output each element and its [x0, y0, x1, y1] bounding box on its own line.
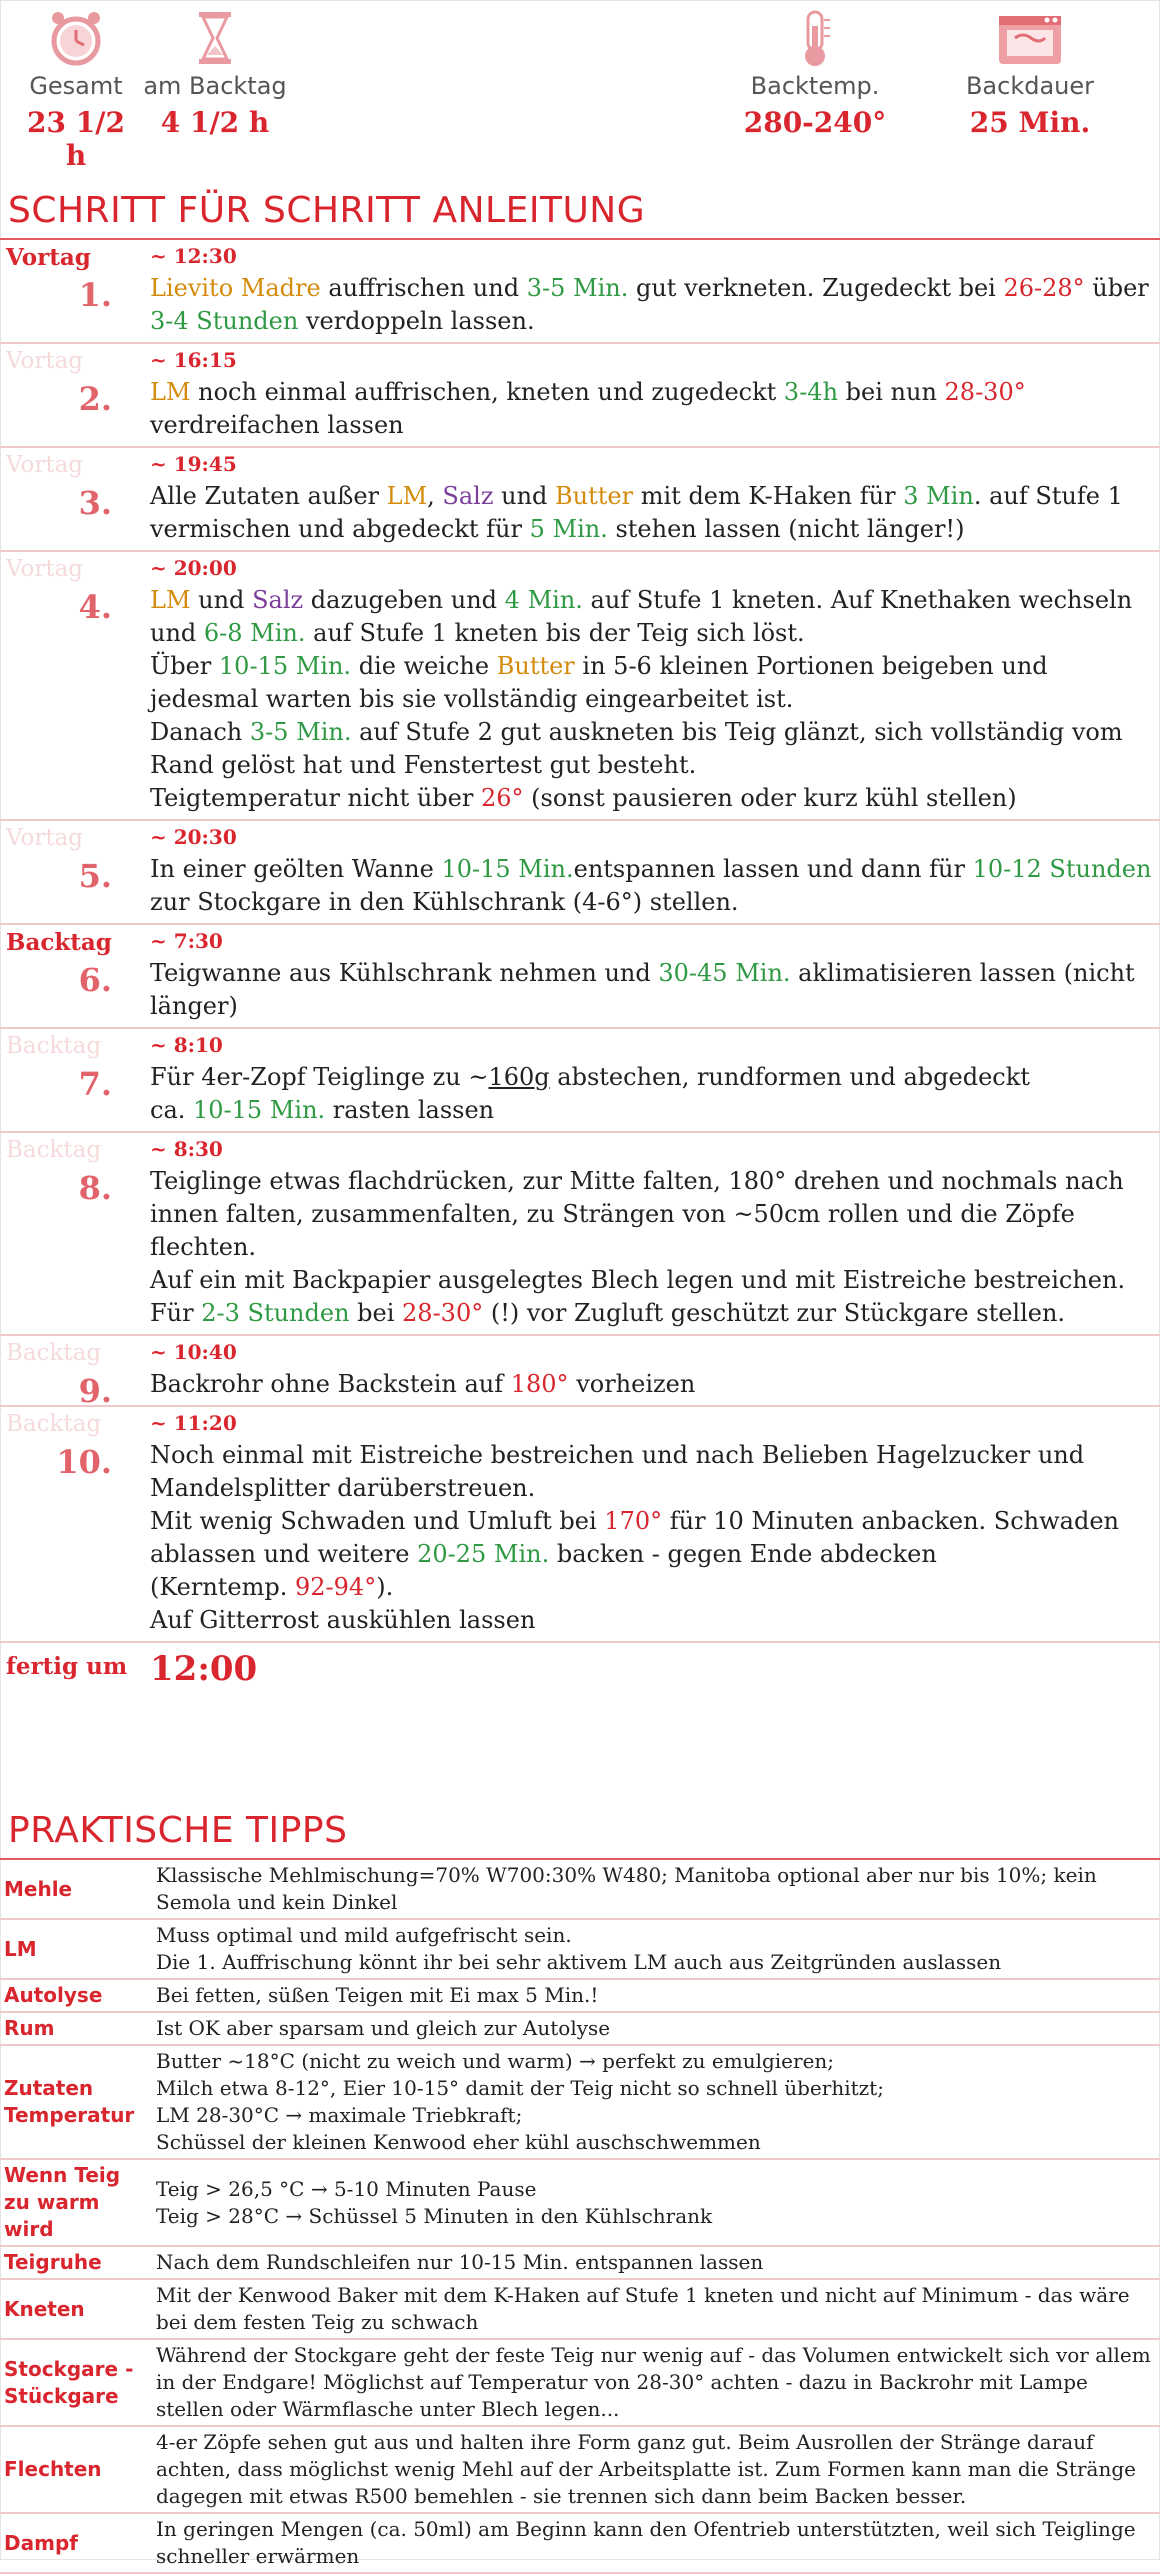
tip-line: Milch etwa 8-12°, Eier 10-15° damit der Teig nicht so schnell überhitzt; [156, 2076, 884, 2100]
temperature: 26-28° [1003, 274, 1085, 302]
text: vorheizen [568, 1370, 696, 1398]
step-text [150, 821, 1160, 923]
tip-row [0, 2279, 1160, 2339]
stat-bake-duration-value: 25 Min. [969, 106, 1091, 139]
temperature: 28-30° [944, 378, 1026, 406]
ingredient: Butter [555, 482, 634, 510]
steps-title: SCHRITT FÜR SCHRITT ANLEITUNG [8, 190, 646, 231]
paragraph [150, 1505, 1154, 1571]
step-number: 3. [78, 484, 112, 522]
step-3 [0, 448, 1160, 552]
step-day: Vortag [6, 825, 84, 851]
step-text [150, 925, 1160, 1027]
temperature: 170° [604, 1507, 663, 1535]
text: abstechen, rundformen und abgedeckt [549, 1063, 1030, 1091]
text: . auf Stufe 1 vermischen und abgedeckt für [150, 482, 1123, 543]
text: Teigtemperatur nicht über [150, 784, 481, 812]
text: entspannen lassen und dann für [573, 855, 973, 883]
step-2 [0, 344, 1160, 448]
step-7 [0, 1029, 1160, 1133]
temperature: 92-94° [295, 1573, 377, 1601]
step-day: Vortag [6, 244, 91, 271]
ingredient: LM [386, 482, 428, 510]
weight: 160g [488, 1063, 550, 1091]
tip-line: Schüssel der kleinen Kenwood eher kühl auschschwemmen [156, 2130, 761, 2154]
paragraph: Teiglinge etwas flachdrücken, zur Mitte falten, 180° drehen und nochmals nach innen falten, zusammenfalten, zu Strängen von ~50cm rollen und die Zöpfe flechten. [150, 1167, 1124, 1261]
finish-time: 12:00 [150, 1649, 258, 1689]
oven-icon [995, 8, 1065, 68]
step-number: 9. [78, 1372, 112, 1410]
step-time: ~ 20:30 [150, 825, 237, 849]
step-number: 8. [78, 1169, 112, 1207]
tip-line: Die 1. Auffrischung könnt ihr bei sehr aktivem LM auch aus Zeitgründen auslassen [156, 1950, 1002, 1974]
paragraph [150, 716, 1154, 782]
duration: 3-5 Min. [249, 718, 352, 746]
step-text [150, 1133, 1160, 1334]
tip-line: Muss optimal und mild aufgefrischt sein. [156, 1923, 572, 1947]
tip-line: Butter ~18°C (nicht zu weich und warm) → perfekt zu emulgieren; [156, 2049, 835, 2073]
finish-label: fertig um [6, 1653, 128, 1680]
step-time: ~ 20:00 [150, 556, 237, 580]
text: ). [376, 1573, 394, 1601]
text: verdoppeln lassen. [298, 307, 535, 335]
step-number: 6. [78, 961, 112, 999]
paragraph [150, 1297, 1154, 1330]
tip-key: Dampf [0, 2513, 146, 2573]
step-8 [0, 1133, 1160, 1336]
step-9 [0, 1336, 1160, 1410]
temperature: 28-30° [402, 1299, 484, 1327]
step-1 [0, 240, 1160, 344]
tip-value [146, 1979, 1160, 2012]
tip-value [146, 2513, 1160, 2573]
tip-row [0, 1919, 1160, 1979]
step-text [150, 1407, 1160, 1641]
tip-line: Bei fetten, süßen Teigen mit Ei max 5 Min.! [156, 1983, 599, 2007]
text: Backrohr ohne Backstein auf [150, 1370, 511, 1398]
tip-value [146, 2426, 1160, 2513]
tip-value [146, 1860, 1160, 1919]
step-number: 2. [78, 380, 112, 418]
paragraph [150, 650, 1154, 716]
text: rasten lassen [325, 1096, 495, 1124]
ingredient: Lievito Madre [150, 274, 321, 302]
text: Danach [150, 718, 250, 746]
tip-key: Flechten [0, 2426, 146, 2513]
stat-total-label: Gesamt [29, 72, 123, 100]
tip-line: Klassische Mehlmischung=70% W700:30% W480; Manitoba optional aber nur bis 10%; kein Semola und kein Dinkel [156, 1863, 1097, 1914]
finish-row [0, 1643, 1160, 1699]
stat-bake-day-value: 4 1/2 h [160, 106, 270, 139]
hourglass-icon [193, 8, 237, 68]
tip-row [0, 2159, 1160, 2246]
text: bei [349, 1299, 403, 1327]
stat-bake-duration [950, 8, 1110, 139]
text: Teigwanne aus Kühlschrank nehmen und [150, 959, 659, 987]
tip-row [0, 1979, 1160, 2012]
step-number: 1. [78, 276, 112, 314]
step-text [150, 1336, 1160, 1405]
step-time: ~ 19:45 [150, 452, 237, 476]
step-day: Vortag [6, 556, 84, 582]
tip-line: In geringen Mengen (ca. 50ml) am Beginn kann den Ofentrieb unterstützten, weil sich Teiglinge schneller erwärmen [156, 2517, 1136, 2568]
paragraph [150, 782, 1154, 815]
tip-line: Teig > 28°C → Schüssel 5 Minuten in den Kühlschrank [156, 2203, 713, 2228]
stat-bake-day-label: am Backtag [143, 72, 287, 100]
tip-value [146, 2159, 1160, 2246]
text: in 5-6 kleinen Portionen beigeben und jedesmal warten bis sie vollständig eingearbeitet ist. [150, 652, 1048, 713]
stat-bake-temp-label: Backtemp. [750, 72, 880, 100]
text: Für 4er-Zopf Teiglinge zu ~ [150, 1063, 489, 1091]
tip-key: Zutaten Temperatur [0, 2045, 146, 2159]
duration: 2-3 Stunden [201, 1299, 350, 1327]
duration: 5 Min. [529, 515, 608, 543]
text: (Kerntemp. [150, 1573, 296, 1601]
text: stehen lassen (nicht länger!) [607, 515, 965, 543]
step-time: ~ 12:30 [150, 244, 237, 268]
paragraph: Noch einmal mit Eistreiche bestreichen und nach Belieben Hagelzucker und Mandelsplitter darüberstreuen. [150, 1441, 1085, 1502]
temperature: 180° [510, 1370, 569, 1398]
step-time: ~ 7:30 [150, 929, 223, 953]
text: , [427, 482, 443, 510]
tip-line: Ist OK aber sparsam und gleich zur Autolyse [156, 2016, 611, 2040]
text: ca. [150, 1096, 194, 1124]
tip-value [146, 2045, 1160, 2159]
step-4 [0, 552, 1160, 821]
stat-total-value: 23 1/2 h [27, 106, 125, 172]
step-day: Backtag [6, 1411, 102, 1437]
step-number: 7. [78, 1065, 112, 1103]
step-time: ~ 8:30 [150, 1137, 223, 1161]
ingredient: LM [150, 586, 191, 614]
step-day: Backtag [6, 929, 112, 956]
text: über [1084, 274, 1149, 302]
step-number: 4. [78, 588, 112, 626]
tip-line: Während der Stockgare geht der feste Teig nur wenig auf - das Volumen entwickelt sich vor allem in der Endgare! Möglichst auf Temperatur von 28-30° achten - dazu in Backrohr mit Lampe stellen oder Wärmflasche unter Blech legen... [156, 2343, 1151, 2421]
tip-key: Autolyse [0, 1979, 146, 2012]
text: und [190, 586, 253, 614]
paragraph [150, 1094, 1154, 1127]
text: auffrischen und [320, 274, 527, 302]
duration: 10-15 Min. [193, 1096, 326, 1124]
ingredient: LM [150, 378, 191, 406]
tip-value [146, 2279, 1160, 2339]
duration: 3 Min [903, 482, 974, 510]
paragraph: Auf ein mit Backpapier ausgelegtes Blech legen und mit Eistreiche bestreichen. [150, 1266, 1126, 1294]
tip-value [146, 2339, 1160, 2426]
text: In einer geölten Wanne [150, 855, 442, 883]
tips-title: PRAKTISCHE TIPPS [8, 1810, 348, 1851]
tip-line: Mit der Kenwood Baker mit dem K-Haken auf Stufe 1 kneten und nicht auf Minimum - das wäre bei dem festen Teig zu schwach [156, 2283, 1130, 2334]
step-6 [0, 925, 1160, 1029]
text: aklimatisieren lassen (nicht länger) [150, 959, 1135, 1020]
text: auf Stufe 1 kneten bis der Teig sich löst. [305, 619, 805, 647]
text: verdreifachen lassen [150, 411, 404, 439]
tip-key: Wenn Teig zu warm wird [0, 2159, 146, 2246]
tip-value [146, 2012, 1160, 2045]
tip-row [0, 2426, 1160, 2513]
stat-bake-temp [730, 8, 900, 139]
step-day: Backtag [6, 1340, 102, 1366]
steps-table [0, 240, 1160, 1699]
text: dazugeben und [303, 586, 505, 614]
duration: 3-5 Min. [526, 274, 629, 302]
paragraph [150, 584, 1154, 650]
duration: 20-25 Min. [417, 1540, 550, 1568]
ingredient: Salz [252, 586, 304, 614]
text: und [493, 482, 556, 510]
thermometer-icon [795, 8, 835, 68]
text: auf Stufe 1 kneten. Auf Knethaken wechseln und [150, 586, 1133, 647]
step-time: ~ 11:20 [150, 1411, 237, 1435]
duration: 4 Min. [504, 586, 583, 614]
tip-line: LM 28-30°C → maximale Triebkraft; [156, 2103, 523, 2127]
text: zur Stockgare in den Kühlschrank (4-6°) stellen. [150, 888, 739, 916]
stat-bake-day [140, 8, 290, 139]
tips-table [0, 1860, 1160, 2574]
duration: 6-8 Min. [203, 619, 306, 647]
duration: 10-15 Min. [218, 652, 352, 680]
text: Über [150, 652, 219, 680]
text: mit dem K-Haken für [633, 482, 904, 510]
tip-line: 4-er Zöpfe sehen gut aus und halten ihre Form ganz gut. Beim Ausrollen der Stränge darauf achten, dass möglichst wenig Mehl auf der Arbeitsplatte ist. Zum Formen kann man die Stränge dagegen mit etwas R500 bemehlen - sie trennen sich dann beim Backen besser. [156, 2430, 1136, 2508]
tip-key: Stockgare - Stückgare [0, 2339, 146, 2426]
step-text [150, 344, 1160, 446]
clock-icon [48, 8, 104, 68]
ingredient: Salz [442, 482, 494, 510]
stat-total [16, 8, 136, 172]
text: für 10 Minuten anbacken. Schwaden ablassen und weitere [150, 1507, 1119, 1568]
step-text [150, 1029, 1160, 1131]
tip-key: LM [0, 1919, 146, 1979]
duration: 30-45 Min. [658, 959, 791, 987]
tip-row [0, 2339, 1160, 2426]
step-day: Vortag [6, 452, 84, 478]
step-5 [0, 821, 1160, 925]
paragraph [150, 1061, 1154, 1094]
step-number: 5. [78, 857, 112, 895]
step-day: Backtag [6, 1033, 102, 1059]
tip-key: Kneten [0, 2279, 146, 2339]
step-text [150, 448, 1160, 550]
text: Für [150, 1299, 202, 1327]
step-text [150, 552, 1160, 819]
paragraph [150, 1571, 1154, 1604]
tip-line: Nach dem Rundschleifen nur 10-15 Min. entspannen lassen [156, 2250, 764, 2274]
tip-row [0, 2012, 1160, 2045]
text: Mit wenig Schwaden und Umluft bei [150, 1507, 605, 1535]
text: (sonst pausieren oder kurz kühl stellen) [523, 784, 1017, 812]
step-10 [0, 1407, 1160, 1643]
step-time: ~ 8:10 [150, 1033, 223, 1057]
tip-row [0, 2045, 1160, 2159]
tip-line: Teig > 26,5 °C → 5-10 Minuten Pause [156, 2176, 537, 2201]
tip-key: Teigruhe [0, 2246, 146, 2279]
text: auf Stufe 2 gut auskneten bis Teig glänzt, sich vollständig vom Rand gelöst hat und Fenstertest gut besteht. [150, 718, 1123, 779]
paragraph: Auf Gitterrost auskühlen lassen [150, 1606, 536, 1634]
tip-value [146, 2246, 1160, 2279]
temperature: 26° [480, 784, 524, 812]
tip-value [146, 1919, 1160, 1979]
duration: 3-4h [783, 378, 839, 406]
step-time: ~ 10:40 [150, 1340, 237, 1364]
stat-bake-temp-value: 280-240° [743, 106, 887, 139]
duration: 10-12 Stunden [972, 855, 1152, 883]
step-text [150, 240, 1160, 342]
tip-key: Mehle [0, 1860, 146, 1919]
duration: 3-4 Stunden [150, 307, 299, 335]
text: Alle Zutaten außer [150, 482, 387, 510]
step-number: 10. [56, 1443, 112, 1481]
duration: 10-15 Min. [441, 855, 574, 883]
tip-key: Rum [0, 2012, 146, 2045]
step-day: Vortag [6, 348, 84, 374]
ingredient: Butter [496, 652, 575, 680]
stat-bake-duration-label: Backdauer [965, 72, 1095, 100]
step-day: Backtag [6, 1137, 102, 1163]
tip-row [0, 1860, 1160, 1919]
text: bei nun [838, 378, 945, 406]
tip-row [0, 2513, 1160, 2573]
text: backen - gegen Ende abdecken [549, 1540, 937, 1568]
tip-row [0, 2246, 1160, 2279]
step-time: ~ 16:15 [150, 348, 237, 372]
text: noch einmal auffrischen, kneten und zugedeckt [190, 378, 784, 406]
text: gut verkneten. Zugedeckt bei [628, 274, 1004, 302]
text: die weiche [351, 652, 497, 680]
text: (!) vor Zugluft geschützt zur Stückgare stellen. [483, 1299, 1066, 1327]
